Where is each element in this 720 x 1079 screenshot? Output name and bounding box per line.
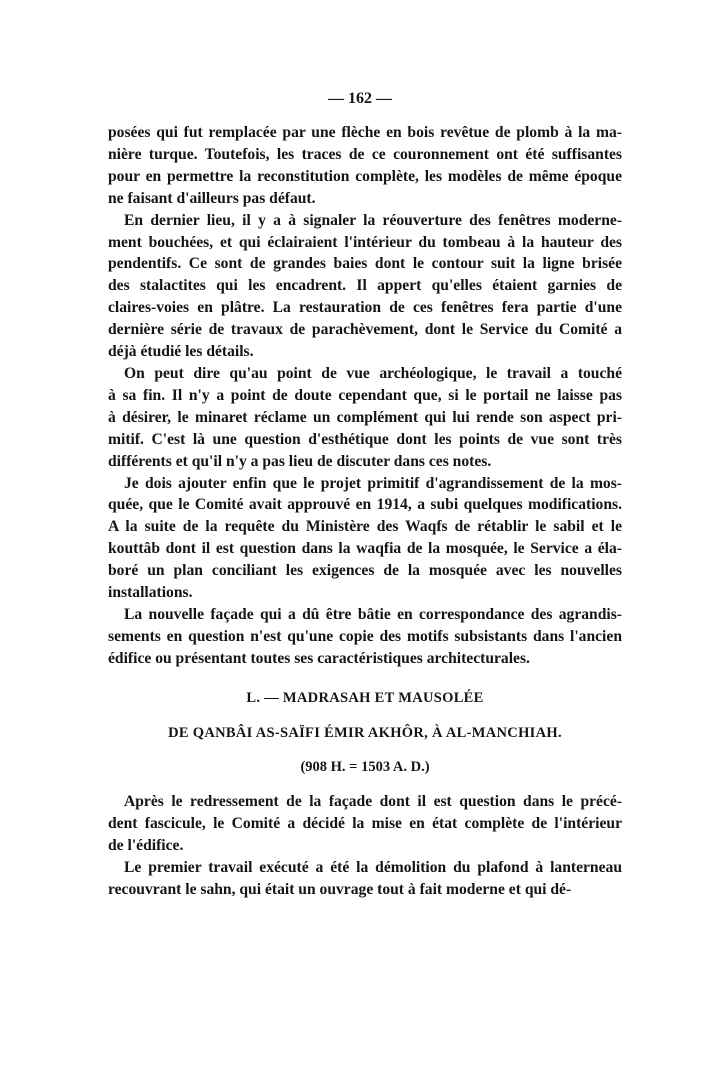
paragraphs-after-heading <box>108 791 622 901</box>
text-line: installations. <box>108 584 193 602</box>
text-line: ment bouchées, et qui éclairaient l'intérieur du tombeau à la hauteur des <box>108 233 622 251</box>
text-line: à désirer, le minaret réclame un complément qui lui rende son aspect pri- <box>108 408 622 426</box>
paragraph <box>108 210 622 363</box>
text-line: On peut dire qu'au point de vue archéologique, le travail a touché <box>124 364 622 382</box>
text-line: ne faisant d'ailleurs pas défaut. <box>108 189 316 207</box>
page-number: — 162 — <box>328 90 392 107</box>
text-line: édifice ou présentant toutes ses caractéristiques architecturales. <box>108 649 530 667</box>
text-line: Le premier travail exécuté a été la démolition du plafond à lanterneau <box>124 859 622 877</box>
section-heading: L. — MADRASAH ET MAUSOLÉE <box>246 689 484 706</box>
text-line: sements en question n'est qu'une copie des motifs subsistants dans l'ancien <box>108 627 622 645</box>
text-line: pour en permettre la reconstitution complète, les modèles de même époque <box>108 167 622 185</box>
text-line: déjà étudié les détails. <box>108 343 254 361</box>
text-line: boré un plan conciliant les exigences de la mosquée avec les nouvelles <box>108 562 622 580</box>
paragraph <box>108 473 622 604</box>
section-date: (908 H. = 1503 A. D.) <box>300 759 430 776</box>
paragraph <box>108 604 622 670</box>
text-line: dernière série de travaux de parachèvement, dont le Service du Comité a <box>108 321 622 339</box>
text-line: claires-voies en plâtre. La restauration de ces fenêtres fera partie d'une <box>108 299 622 317</box>
paragraph <box>108 122 622 210</box>
body-text <box>108 122 622 901</box>
paragraph <box>108 857 622 901</box>
text-line: nière turque. Toutefois, les traces de ce couronnement ont été suffisantes <box>108 145 622 163</box>
text-line: dent fascicule, le Comité a décidé la mise en état complète de l'intérieur <box>108 815 622 833</box>
text-line: mitif. C'est là une question d'esthétique dont les points de vue sont très <box>108 430 622 448</box>
text-line: à sa fin. Il n'y a point de doute cependant que, si le portail ne laisse pas <box>108 386 622 404</box>
text-line: différents et qu'il n'y a pas lieu de discuter dans ces notes. <box>108 452 492 470</box>
text-line: recouvrant le sahn, qui était un ouvrage tout à fait moderne et qui dé- <box>108 881 572 898</box>
text-line: pendentifs. Ce sont de grandes baies dont le contour suit la ligne brisée <box>108 255 622 273</box>
text-line: des stalactites qui les encadrent. Il appert qu'elles étaient garnies de <box>108 277 622 295</box>
text-line: Après le redressement de la façade dont il est question dans le précé- <box>124 793 622 811</box>
text-line: Je dois ajouter enfin que le projet primitif d'agrandissement de la mos- <box>124 474 622 492</box>
paragraphs-before-heading <box>108 122 622 670</box>
text-line: posées qui fut remplacée par une flèche en bois revêtue de plomb à la ma- <box>108 124 622 141</box>
text-line: La nouvelle façade qui a dû être bâtie en correspondance des agrandis- <box>124 605 622 623</box>
section-subheading: DE QANBÂI AS-SAÏFI ÉMIR AKHÔR, À AL-MANCHIAH. <box>168 724 562 741</box>
text-line: En dernier lieu, il y a à signaler la réouverture des fenêtres moderne- <box>124 211 622 229</box>
text-line: kouttâb dont il est question dans la waqfia de la mosquée, le Service a éla- <box>108 540 622 558</box>
text-line: A la suite de la requête du Ministère des Waqfs de rétablir le sabil et le <box>108 518 622 536</box>
paragraph <box>108 791 622 857</box>
text-line: quée, que le Comité avait approuvé en 1914, a subi quelques modifications. <box>108 496 622 514</box>
paragraph <box>108 363 622 473</box>
text-line: de l'édifice. <box>108 837 184 855</box>
